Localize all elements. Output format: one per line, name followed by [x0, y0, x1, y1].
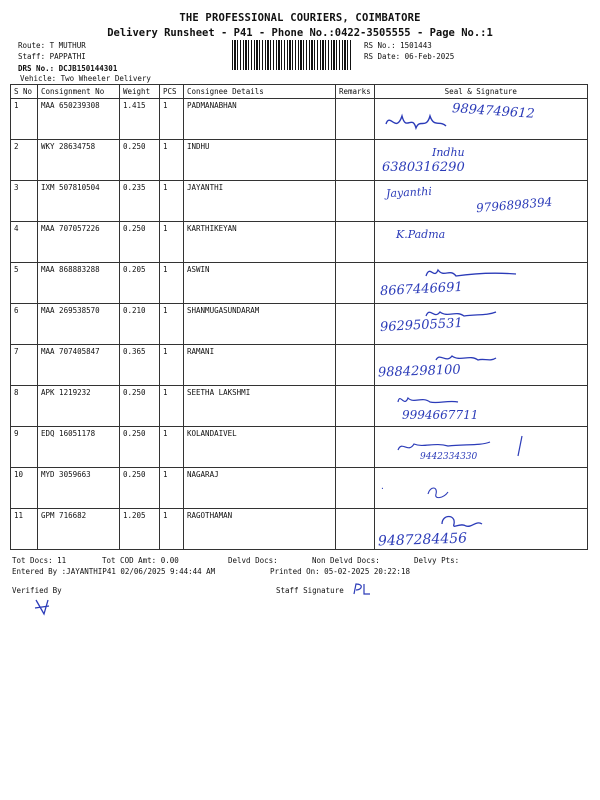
row-weight: 0.250 — [120, 386, 160, 427]
signature-phone-6: 9629505531 — [379, 315, 464, 336]
signature-name-4: K.Padma — [396, 228, 446, 241]
row-pcs: 1 — [160, 304, 184, 345]
verified-by-label: Verified By — [12, 586, 62, 595]
total-cod-amount: Tot COD Amt: 0.00 — [102, 556, 179, 565]
row-sno: 6 — [11, 304, 38, 345]
rs-date: RS Date: 06-Feb-2025 — [364, 52, 455, 61]
row-consignee: RAGOTHAMAN — [184, 509, 336, 550]
row-pcs: 1 — [160, 509, 184, 550]
row-sno: 4 — [11, 222, 38, 263]
staff-signature-label: Staff Signature — [276, 586, 344, 595]
col-weight: Weight — [120, 85, 160, 99]
row-sno: 8 — [11, 386, 38, 427]
row-remarks — [336, 427, 375, 468]
row-consignment: APK 1219232 — [38, 386, 120, 427]
drs-number: DRS No.: DCJB150144301 — [18, 64, 118, 73]
row-pcs: 1 — [160, 468, 184, 509]
table-row — [11, 509, 588, 550]
table-row — [11, 222, 588, 263]
signature-phone-5: 8667446691 — [379, 279, 464, 300]
row-remarks — [336, 140, 375, 181]
row-sno: 10 — [11, 468, 38, 509]
row-consignment: WKY 28634758 — [38, 140, 120, 181]
route-label: Route: T MUTHUR — [18, 41, 86, 50]
row-remarks — [336, 386, 375, 427]
row-consignment: MYD 3059663 — [38, 468, 120, 509]
signature-phone-1: 9894749612 — [451, 101, 536, 122]
row-weight: 0.250 — [120, 427, 160, 468]
row-consignment: MAA 650239308 — [38, 99, 120, 140]
signature-phone-9: 9442334330 — [420, 452, 478, 462]
row-weight: 1.205 — [120, 509, 160, 550]
row-weight: 0.365 — [120, 345, 160, 386]
row-pcs: 1 — [160, 99, 184, 140]
company-title: THE PROFESSIONAL COURIERS, COIMBATORE — [179, 12, 421, 24]
staff-label: Staff: PAPPATHI — [18, 52, 86, 61]
row-sno: 7 — [11, 345, 38, 386]
col-remarks: Remarks — [336, 85, 375, 99]
row-remarks — [336, 304, 375, 345]
row-consignment: MAA 707405847 — [38, 345, 120, 386]
row-signature — [374, 468, 587, 509]
signature-phone-11: 9487284456 — [377, 530, 468, 550]
row-pcs: 1 — [160, 386, 184, 427]
row-consignment: GPM 716682 — [38, 509, 120, 550]
col-sno: S No — [11, 85, 38, 99]
row-remarks — [336, 509, 375, 550]
row-pcs: 1 — [160, 222, 184, 263]
col-consignment: Consignment No — [38, 85, 120, 99]
table-header-row — [11, 85, 588, 99]
barcode — [232, 40, 352, 70]
entered-by: Entered By :JAYANTHIP41 02/06/2025 9:44:44 AM — [12, 567, 216, 576]
row-consignee: INDHU — [184, 140, 336, 181]
row-consignment: MAA 707057226 — [38, 222, 120, 263]
verifier-signature — [32, 596, 52, 618]
col-signature: Seal & Signature — [374, 85, 587, 99]
row-pcs: 1 — [160, 140, 184, 181]
table-row — [11, 386, 588, 427]
staff-signature — [350, 582, 374, 598]
signature-phone-2: 6380316290 — [382, 160, 465, 175]
total-docs: Tot Docs: 11 — [12, 556, 67, 565]
non-delivered-docs: Non Delvd Docs: — [312, 556, 380, 565]
printed-on: Printed On: 05-02-2025 20:22:18 — [270, 567, 410, 576]
row-weight: 0.235 — [120, 181, 160, 222]
row-remarks — [336, 468, 375, 509]
row-sno: 3 — [11, 181, 38, 222]
row-weight: 1.415 — [120, 99, 160, 140]
row-sno: 11 — [11, 509, 38, 550]
row-consignee: ASWIN — [184, 263, 336, 304]
handwritten-scribble-10 — [424, 484, 454, 502]
row-consignee: PADMANABHAN — [184, 99, 336, 140]
table-row — [11, 304, 588, 345]
signature-phone-3: 9796898394 — [475, 194, 553, 216]
row-weight: 0.250 — [120, 222, 160, 263]
row-sno: 9 — [11, 427, 38, 468]
handwritten-scribble-1 — [380, 104, 460, 142]
delivered-docs: Delvd Docs: — [228, 556, 278, 565]
runsheet-table — [10, 84, 588, 550]
row-sno: 1 — [11, 99, 38, 140]
row-pcs: 1 — [160, 263, 184, 304]
row-consignment: EDQ 16051178 — [38, 427, 120, 468]
row-consignment: MAA 868883288 — [38, 263, 120, 304]
rs-number: RS No.: 1501443 — [364, 41, 432, 50]
row-consignee: KARTHIKEYAN — [184, 222, 336, 263]
signature-phone-8: 9994667711 — [402, 408, 479, 422]
row-consignment: MAA 269538570 — [38, 304, 120, 345]
row-pcs: 1 — [160, 181, 184, 222]
row-weight: 0.210 — [120, 304, 160, 345]
row-sno: 5 — [11, 263, 38, 304]
row-remarks — [336, 99, 375, 140]
row-consignee: NAGARAJ — [184, 468, 336, 509]
pen-mark: · — [380, 484, 385, 493]
signature-name-2: Indhu — [432, 146, 465, 159]
row-weight: 0.250 — [120, 468, 160, 509]
signature-name-3: Jayanthi — [385, 184, 433, 201]
handwritten-scribble-8 — [392, 390, 462, 410]
row-consignee: SHANMUGASUNDARAM — [184, 304, 336, 345]
row-consignee: RAMANI — [184, 345, 336, 386]
row-remarks — [336, 263, 375, 304]
table-row — [11, 468, 588, 509]
table-row — [11, 140, 588, 181]
row-weight: 0.205 — [120, 263, 160, 304]
row-consignment: IXM 507810504 — [38, 181, 120, 222]
table-row — [11, 345, 588, 386]
row-pcs: 1 — [160, 345, 184, 386]
row-consignee: SEETHA LAKSHMI — [184, 386, 336, 427]
runsheet-subtitle: Delivery Runsheet - P41 - Phone No.:0422-3505555 - Page No.:1 — [107, 27, 493, 39]
row-remarks — [336, 222, 375, 263]
row-sno: 2 — [11, 140, 38, 181]
row-remarks — [336, 345, 375, 386]
row-remarks — [336, 181, 375, 222]
col-pcs: PCS — [160, 85, 184, 99]
row-consignee: KOLANDAIVEL — [184, 427, 336, 468]
row-pcs: 1 — [160, 427, 184, 468]
row-weight: 0.250 — [120, 140, 160, 181]
col-consignee: Consignee Details — [184, 85, 336, 99]
delivery-points: Delvy Pts: — [414, 556, 460, 565]
vehicle-label: Vehicle: Two Wheeler Delivery — [20, 74, 151, 83]
row-consignee: JAYANTHI — [184, 181, 336, 222]
signature-phone-7: 9884298100 — [377, 362, 461, 381]
